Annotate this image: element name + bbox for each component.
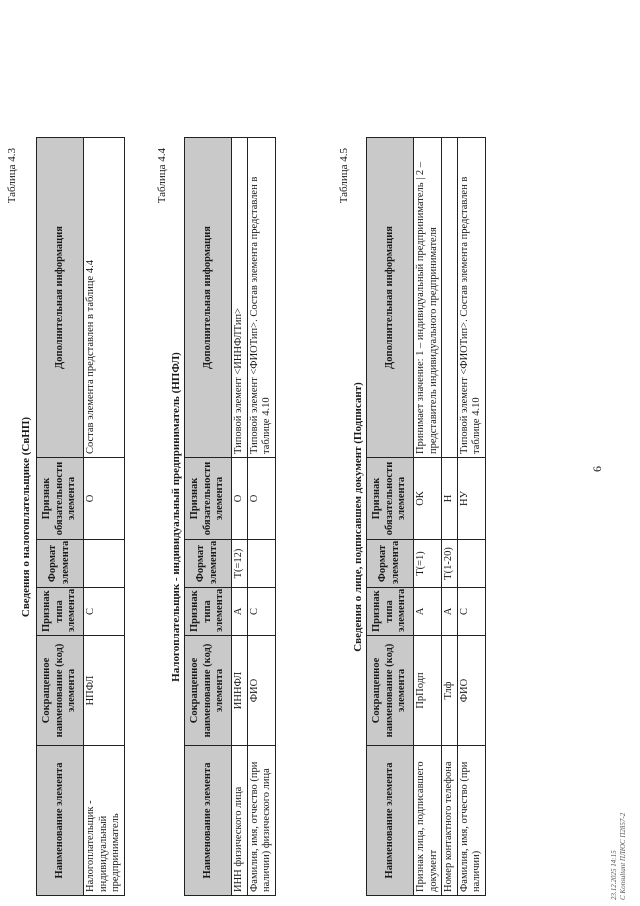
table-cell: НПФЛ <box>84 636 125 746</box>
table-cell: ИННФЛ <box>232 636 248 746</box>
table-cell: НУ <box>457 458 485 540</box>
table-row <box>457 138 485 896</box>
table-cell: T(=1) <box>414 540 442 588</box>
table-cell: Типовой элемент <ИННФЛТип> <box>232 138 248 458</box>
table-4-5 <box>366 137 486 896</box>
column-header: Дополнительная информация <box>367 138 414 458</box>
table-cell: T(1-20) <box>442 540 458 588</box>
print-stamp <box>610 813 628 900</box>
table-cell: О <box>247 458 275 540</box>
table-cell: ОК <box>414 458 442 540</box>
column-header: Признак типа элемента <box>185 588 232 636</box>
table-cell <box>457 540 485 588</box>
table-title-4-5: Сведения о лице, подписавшем документ (Подписант) <box>352 382 364 652</box>
table-cell: Тлф <box>442 636 458 746</box>
table-cell: С <box>457 588 485 636</box>
table-row <box>442 138 458 896</box>
table-row <box>414 138 442 896</box>
table-cell: ФИО <box>247 636 275 746</box>
table-4-3 <box>36 137 125 896</box>
column-header: Сокращенное наименование (код) элемента <box>37 636 84 746</box>
column-header: Дополнительная информация <box>37 138 84 458</box>
stamp-line-1: 23.12.2025 14:15 <box>610 850 618 900</box>
table-label-4-3: Таблица 4.3 <box>6 148 18 204</box>
table-cell: С <box>84 588 125 636</box>
table-cell: Налогоплательщик - индивидуальный предприниматель <box>84 746 125 896</box>
table-header-row <box>367 138 414 896</box>
table-row <box>247 138 275 896</box>
table-cell: А <box>232 588 248 636</box>
column-header: Признак типа элемента <box>37 588 84 636</box>
column-header: Наименование элемента <box>367 746 414 896</box>
table-cell: С <box>247 588 275 636</box>
column-header: Признак обязательности элемента <box>37 458 84 540</box>
table-row <box>232 138 248 896</box>
table-4-4 <box>184 137 276 896</box>
column-header: Дополнительная информация <box>185 138 232 458</box>
table-cell: Номер контактного телефона <box>442 746 458 896</box>
table-header-row <box>37 138 84 896</box>
column-header: Наименование элемента <box>185 746 232 896</box>
column-header: Признак типа элемента <box>367 588 414 636</box>
table-cell: Фамилия, имя, отчество (при наличии) физического лица <box>247 746 275 896</box>
column-header: Наименование элемента <box>37 746 84 896</box>
column-header: Признак обязательности элемента <box>185 458 232 540</box>
table-cell: ПрПодп <box>414 636 442 746</box>
table-cell: Типовой элемент <ФИОТип>. Состав элемента представлен в таблице 4.10 <box>457 138 485 458</box>
table-cell: Фамилия, имя, отчество (при наличии) <box>457 746 485 896</box>
table-cell: ИНН физического лица <box>232 746 248 896</box>
table-cell: А <box>442 588 458 636</box>
stamp-line-2: С Konsultant ПЛЮС П2857-2 <box>618 812 627 900</box>
column-header: Признак обязательности элемента <box>367 458 414 540</box>
column-header: Формат элемента <box>367 540 414 588</box>
table-label-4-4: Таблица 4.4 <box>156 148 168 204</box>
table-cell: О <box>84 458 125 540</box>
column-header: Формат элемента <box>185 540 232 588</box>
table-cell <box>247 540 275 588</box>
table-title-4-4: Налогоплательщик - индивидуальный предприниматель (НПФЛ) <box>170 352 182 682</box>
table-cell: Признак лица, подписавшего документ <box>414 746 442 896</box>
table-row <box>84 138 125 896</box>
column-header: Сокращенное наименование (код) элемента <box>367 636 414 746</box>
table-cell: ФИО <box>457 636 485 746</box>
table-title-4-3: Сведения о налогоплательщике (СвНП) <box>20 416 32 618</box>
column-header: Сокращенное наименование (код) элемента <box>185 636 232 746</box>
table-cell: Н <box>442 458 458 540</box>
table-cell <box>84 540 125 588</box>
table-cell: Типовой элемент <ФИОТип>. Состав элемента представлен в таблице 4.10 <box>247 138 275 458</box>
table-header-row <box>185 138 232 896</box>
table-cell <box>442 138 458 458</box>
table-cell: Принимает значение: 1 – индивидуальный предприниматель | 2 – представитель индивидуального предпринимателя <box>414 138 442 458</box>
table-cell: А <box>414 588 442 636</box>
table-label-4-5: Таблица 4.5 <box>338 148 350 204</box>
table-cell: T(=12) <box>232 540 248 588</box>
column-header: Формат элемента <box>37 540 84 588</box>
table-cell: О <box>232 458 248 540</box>
page-number: 6 <box>590 466 604 472</box>
table-cell: Состав элемента представлен в таблице 4.4 <box>84 138 125 458</box>
